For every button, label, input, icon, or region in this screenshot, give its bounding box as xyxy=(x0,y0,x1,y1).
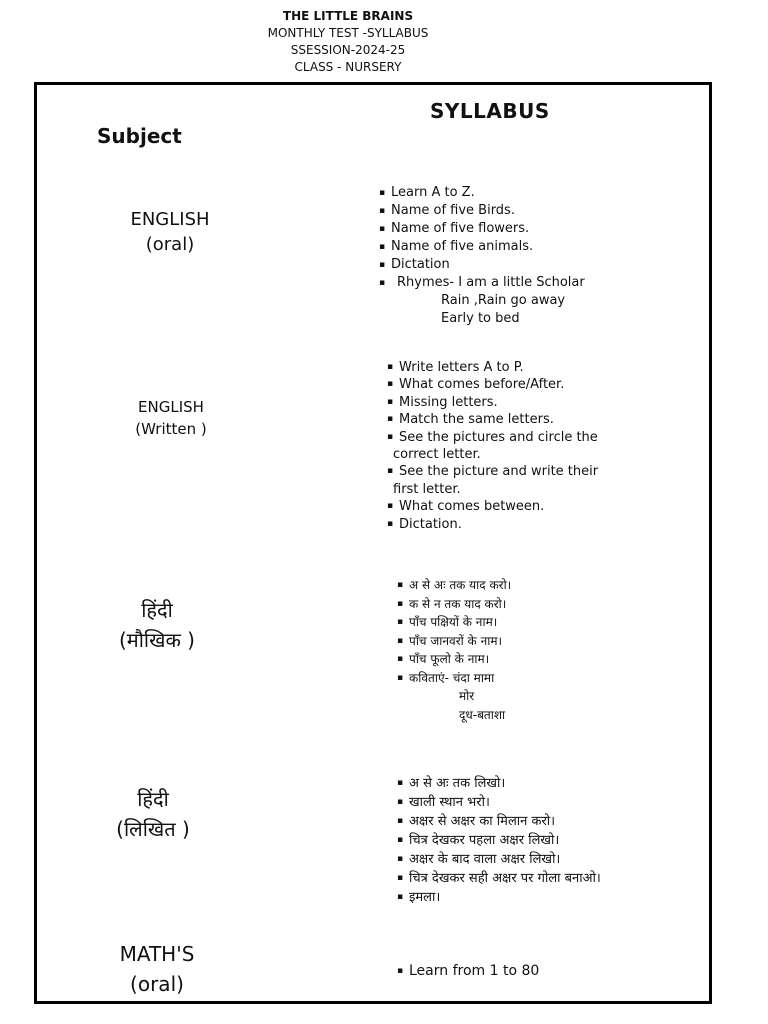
test-title: MONTHLY TEST -SYLLABUS xyxy=(267,26,429,40)
syllabus-english-oral xyxy=(379,184,585,328)
syllabus-column-heading: SYLLABUS xyxy=(430,99,550,123)
syllabus-hindi-written xyxy=(397,774,601,907)
list-item: ▪ अक्षर से अक्षर का मिलान करो। xyxy=(397,812,601,831)
subject-column-heading: Subject xyxy=(97,124,182,148)
subject-english-written xyxy=(71,396,271,440)
subject-name: हिंदी xyxy=(141,598,173,622)
list-item: ▪ Dictation xyxy=(379,256,585,274)
list-item: ▪ Dictation. xyxy=(387,516,598,533)
subject-mode: (Written ) xyxy=(135,420,207,438)
document-header xyxy=(0,8,696,76)
subject-name: ENGLISH xyxy=(138,398,204,416)
subject-mode: (मौखिक ) xyxy=(118,628,195,652)
syllabus-english-written xyxy=(387,359,598,533)
session-label: SSESSION-2024-25 xyxy=(290,43,406,57)
subject-mode: (लिखित ) xyxy=(116,817,190,841)
list-item: ▪ What comes before/After. xyxy=(387,376,598,393)
list-item: ▪ What comes between. xyxy=(387,498,598,515)
list-item: ▪ Learn A to Z. xyxy=(379,184,585,202)
list-item: ▪ पाँच जानवरों के नाम। xyxy=(397,632,511,651)
list-item: ▪ Missing letters. xyxy=(387,394,598,411)
list-item-rhymes: ▪ Rhymes- I am a little Scholar Rain ,Rain go away Early to bed xyxy=(379,274,585,328)
list-item: ▪ अ से अः तक याद करो। xyxy=(397,576,511,595)
subject-hindi-oral xyxy=(57,595,257,655)
list-item: ▪ अक्षर के बाद वाला अक्षर लिखो। xyxy=(397,850,601,869)
subject-mode: (oral) xyxy=(145,234,195,255)
subject-english-oral xyxy=(70,207,270,257)
class-label: CLASS - NURSERY xyxy=(294,60,402,74)
subject-hindi-written xyxy=(53,784,253,844)
list-item: ▪ इमला। xyxy=(397,888,601,907)
list-item: ▪ अ से अः तक लिखो। xyxy=(397,774,601,793)
list-item: ▪ See the picture and write their first letter. xyxy=(387,463,598,498)
list-item: ▪ खाली स्थान भरो। xyxy=(397,793,601,812)
subject-mode: (oral) xyxy=(130,972,184,996)
list-item: ▪ Match the same letters. xyxy=(387,411,598,428)
list-item-poems: ▪ कविताएं- चंदा मामा मोर दूध-बताशा xyxy=(397,669,511,725)
school-name: THE LITTLE BRAINS xyxy=(282,9,414,23)
list-item: ▪ See the pictures and circle the correct letter. xyxy=(387,429,598,464)
subject-name: MATH'S xyxy=(119,942,195,966)
list-item: ▪ पाँच फूलो के नाम। xyxy=(397,650,511,669)
list-item: ▪ Write letters A to P. xyxy=(387,359,598,376)
subject-math-oral xyxy=(57,939,257,999)
syllabus-hindi-oral xyxy=(397,576,511,724)
list-item: ▪ Name of five Birds. xyxy=(379,202,585,220)
subject-name: हिंदी xyxy=(137,787,169,811)
list-item: ▪ Name of five animals. xyxy=(379,238,585,256)
list-item: ▪ क से न तक याद करो। xyxy=(397,595,511,614)
list-item: ▪ चित्र देखकर पहला अक्षर लिखो। xyxy=(397,831,601,850)
list-item: ▪ Name of five flowers. xyxy=(379,220,585,238)
list-item: ▪ पाँच पक्षियों के नाम। xyxy=(397,613,511,632)
list-item: ▪ चित्र देखकर सही अक्षर पर गोला बनाओ। xyxy=(397,869,601,888)
syllabus-math-oral xyxy=(397,962,539,980)
subject-name: ENGLISH xyxy=(130,209,210,230)
list-item: ▪ Learn from 1 to 80 xyxy=(397,962,539,980)
